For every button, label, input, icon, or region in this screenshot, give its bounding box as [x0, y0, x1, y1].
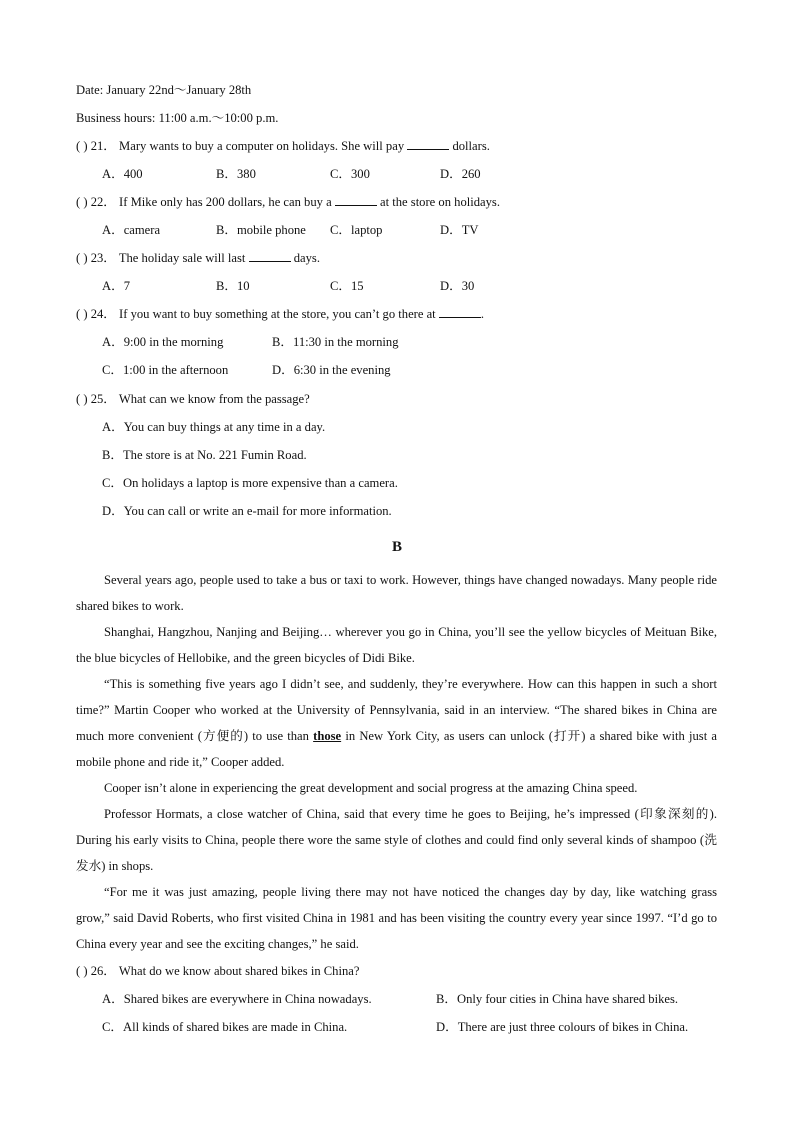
question-stem: The holiday sale will last	[118, 251, 246, 265]
question-number: 24．	[90, 307, 116, 321]
paragraph-1: Several years ago, people used to take a bus or taxi to work. However, things have changed nowadays. Many people ride shared bikes to work.	[76, 573, 717, 613]
option-d: D．You can call or write an e-mail for more information.	[102, 504, 392, 518]
answer-paren[interactable]: ( )	[76, 139, 88, 153]
option-b: B．mobile phone	[216, 223, 306, 237]
option-a: A．You can buy things at any time in a day.	[102, 420, 326, 434]
option-d: D．260	[440, 167, 481, 181]
question-stem: If Mike only has 200 dollars, he can buy a	[119, 195, 332, 209]
option-b: B．11:30 in the morning	[272, 335, 399, 349]
question-stem-end: days.	[293, 251, 320, 265]
answer-paren[interactable]: ( )	[76, 195, 88, 209]
option-a: A．Shared bikes are everywhere in China nowadays.	[102, 992, 372, 1006]
option-a: A．400	[102, 167, 143, 181]
answer-blank	[249, 250, 291, 262]
question-stem-end: .	[480, 307, 484, 321]
option-b: B．The store is at No. 221 Fumin Road.	[102, 448, 307, 462]
question-stem: Mary wants to buy a computer on holidays. She will pay	[119, 139, 405, 153]
option-a: A．7	[102, 279, 130, 293]
section-heading: B	[391, 539, 402, 555]
paragraph-4: Cooper isn’t alone in experiencing the great development and social progress at the amazing China speed.	[104, 781, 638, 795]
question-stem: What can we know from the passage?	[118, 392, 310, 406]
question-number: 23．	[90, 251, 116, 265]
question-stem-end: dollars.	[452, 139, 490, 153]
answer-blank	[335, 194, 377, 206]
question-stem: What do we know about shared bikes in China?	[118, 964, 360, 978]
option-d: D．6:30 in the evening	[272, 363, 391, 377]
underlined-word: those	[313, 729, 342, 743]
question-21	[76, 138, 490, 154]
question-23	[76, 250, 320, 266]
question-25	[76, 391, 310, 407]
question-number: 26．	[90, 964, 116, 978]
paragraph-5: Professor Hormats, a close watcher of China, said that every time he goes to Beijing, he’s impressed (印象深刻的). During his early visits to China, people there wore the same style of clothes and could find only several kinds of shampoo (洗发水) in shops.	[76, 807, 717, 873]
question-number: 25．	[90, 392, 116, 406]
option-c: C．All kinds of shared bikes are made in China.	[102, 1020, 348, 1034]
question-number: 22．	[90, 195, 116, 209]
paragraph-3-text: “This is something five years ago I didn’t see, and suddenly, they’re everywhere. How can this happen in such a short time?” Martin Cooper who worked at the University of Pennsylvania, said in an interview. “The shared bikes in China are much more convenient (方便的) to use than	[76, 677, 717, 743]
passage-b	[76, 567, 717, 957]
question-stem: If you want to buy something at the store, you can’t go there at	[119, 307, 436, 321]
option-d: D．There are just three colours of bikes in China.	[436, 1020, 689, 1034]
answer-blank	[439, 306, 481, 318]
business-hours: Business hours: 11:00 a.m.～10:00 p.m.	[76, 111, 279, 125]
option-c: C．On holidays a laptop is more expensive than a camera.	[102, 476, 398, 490]
option-d: D．30	[440, 279, 475, 293]
paragraph-3	[76, 671, 717, 775]
option-d: D．TV	[440, 223, 479, 237]
answer-paren[interactable]: ( )	[76, 307, 88, 321]
question-24	[76, 306, 484, 322]
option-b: B．10	[216, 279, 250, 293]
option-a: A．9:00 in the morning	[102, 335, 224, 349]
option-c: C．15	[330, 279, 364, 293]
answer-paren[interactable]: ( )	[76, 964, 88, 978]
option-c: C．laptop	[330, 223, 383, 237]
question-stem-end: at the store on holidays.	[380, 195, 500, 209]
question-22	[76, 194, 500, 210]
option-c: C．1:00 in the afternoon	[102, 363, 229, 377]
event-date: Date: January 22nd～January 28th	[76, 83, 252, 97]
option-c: C．300	[330, 167, 370, 181]
question-number: 21．	[90, 139, 116, 153]
paragraph-2: Shanghai, Hangzhou, Nanjing and Beijing… wherever you go in China, you’ll see the yellow bicycles of Meituan Bike, the blue bicycles of Hellobike, and the green bicycles of Didi Bike.	[76, 625, 717, 665]
paragraph-3-text-end: in New York City, as users can unlock (打开) a shared bike with just a mobile phone and ride it,” Cooper added.	[76, 729, 717, 769]
answer-paren[interactable]: ( )	[76, 251, 88, 265]
paragraph-6: “For me it was just amazing, people living there may not have noticed the changes day by day, like watching grass grow,” said David Roberts, who first visited China in 1981 and has been visiting the country every year since 1997. “I’d go to China every year and see the exciting changes,” he said.	[76, 885, 717, 951]
option-a: A．camera	[102, 223, 161, 237]
question-26	[76, 963, 359, 979]
option-b: B．380	[216, 167, 256, 181]
option-b: B．Only four cities in China have shared bikes.	[436, 992, 679, 1006]
answer-paren[interactable]: ( )	[76, 392, 88, 406]
answer-blank	[407, 138, 449, 150]
